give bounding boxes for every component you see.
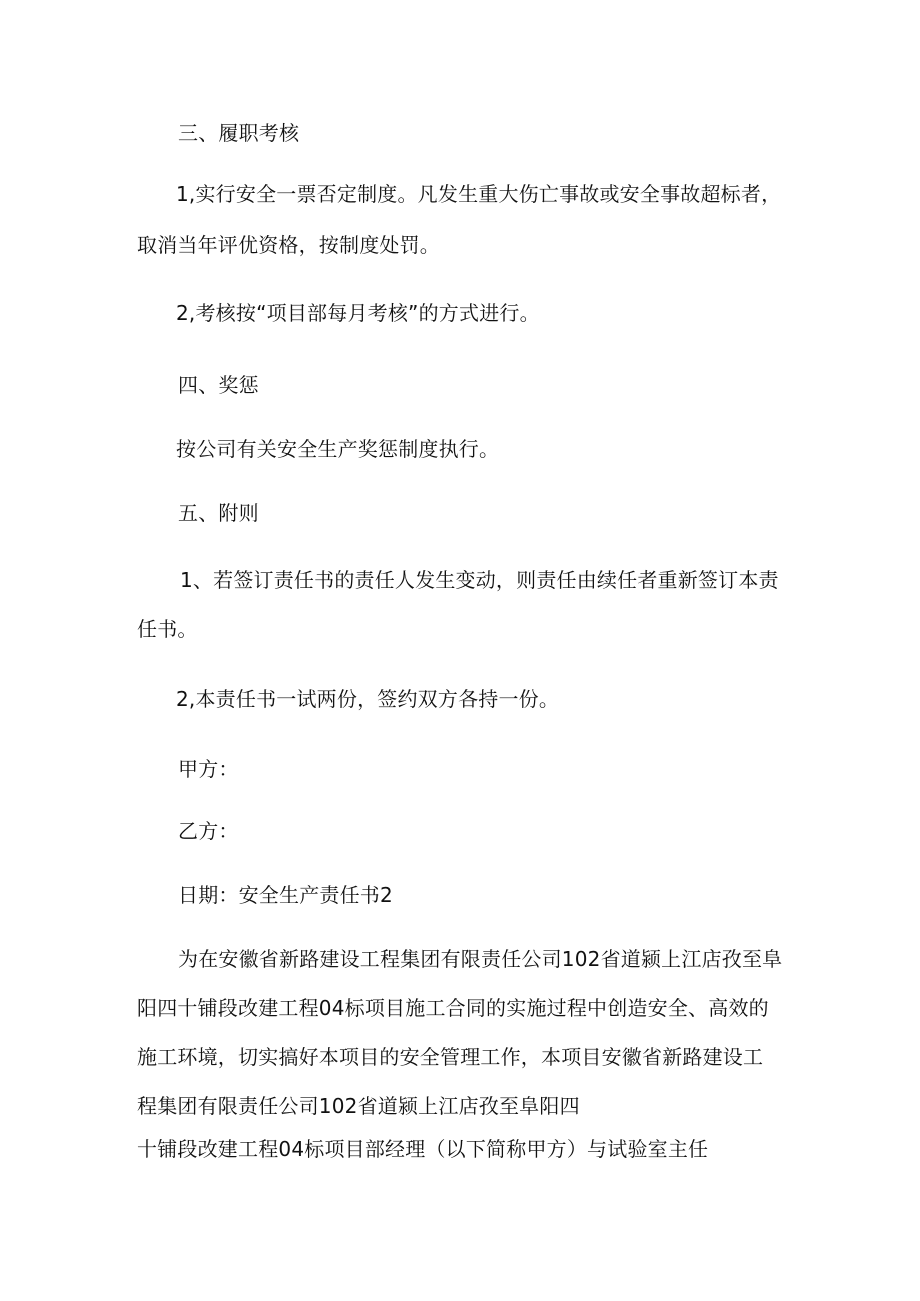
paragraph-line-4: 程集团有限责任公司102省道颍上江店孜至阜阳四 bbox=[137, 1094, 580, 1118]
date-and-title: 日期：安全生产责任书2 bbox=[178, 883, 393, 907]
party-b-label: 乙方： bbox=[178, 819, 239, 843]
section-heading-rewards-penalties: 四、奖惩 bbox=[178, 373, 259, 397]
paragraph-line-3: 施工环境，切实搞好本项目的安全管理工作，本项目安徽省新路建设工 bbox=[137, 1045, 764, 1069]
review-item-1-line-1: 1,实行安全一票否定制度。凡发生重大伤亡事故或安全事故超标者， bbox=[176, 182, 782, 206]
party-a-label: 甲方： bbox=[178, 757, 239, 781]
supplementary-item-2: 2,本责任书一试两份，签约双方各持一份。 bbox=[176, 687, 560, 711]
section-heading-performance-review: 三、履职考核 bbox=[178, 121, 300, 145]
paragraph-line-2: 阳四十铺段改建工程04标项目施工合同的实施过程中创造安全、高效的 bbox=[137, 996, 769, 1020]
paragraph-line-1: 为在安徽省新路建设工程集团有限责任公司102省道颍上江店孜至阜 bbox=[178, 947, 783, 971]
review-item-2: 2,考核按“项目部每月考核”的方式进行。 bbox=[176, 301, 540, 325]
review-item-1-line-2: 取消当年评优资格，按制度处罚。 bbox=[137, 233, 440, 257]
supplementary-item-1-line-2: 任书。 bbox=[137, 617, 198, 641]
paragraph-line-5: 十铺段改建工程04标项目部经理（以下简称甲方）与试验室主任 bbox=[137, 1137, 709, 1161]
section-heading-supplementary: 五、附则 bbox=[178, 501, 259, 525]
rewards-penalties-text: 按公司有关安全生产奖惩制度执行。 bbox=[176, 437, 500, 461]
supplementary-item-1-line-1: 1、若签订责任书的责任人发生变动，则责任由续任者重新签订本责 bbox=[180, 568, 779, 592]
